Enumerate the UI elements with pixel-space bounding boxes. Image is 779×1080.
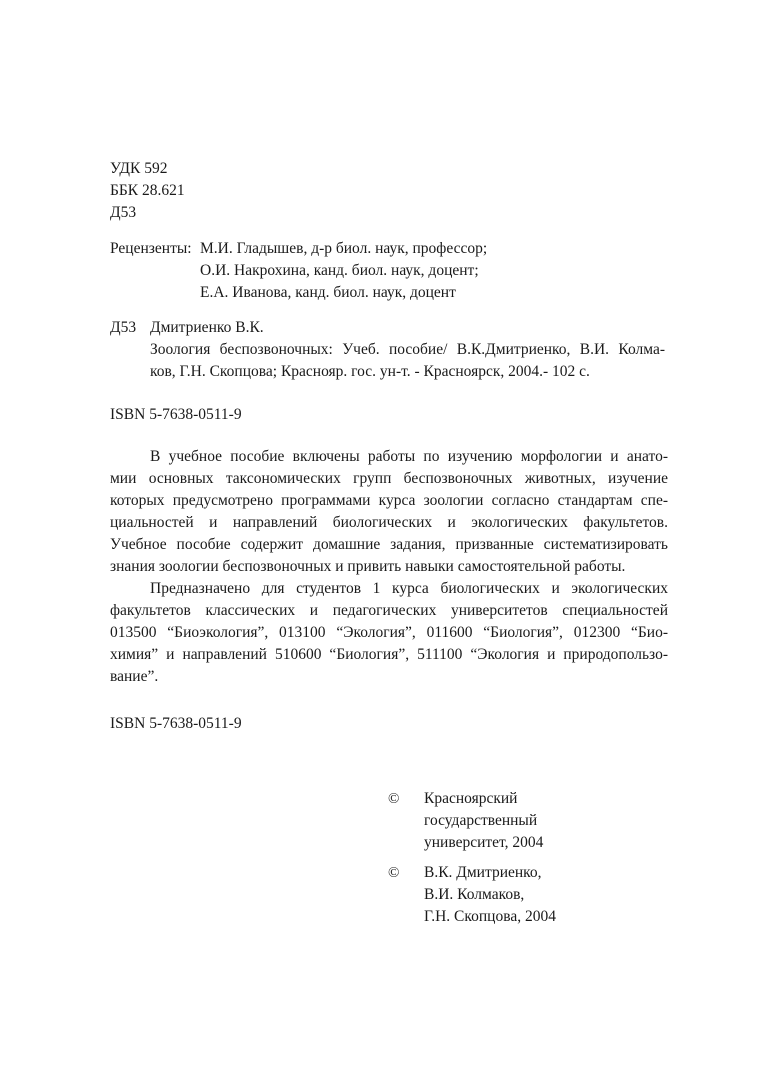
annotation-p1-line-3: которых предусмотрено программами курса зоологии согласно стандартам спе-	[110, 492, 668, 509]
copyright-authors-symbol: ©	[388, 865, 400, 881]
annotation-p2-line-2: факультетов классических и педагогических университетов специальностей	[110, 602, 668, 619]
copyright-university-line-2: государственный	[424, 812, 538, 829]
bibliographic-line-2: ков, Г.Н. Скопцова; Краснояр. гос. ун-т. - Красноярск, 2004.- 102 с.	[150, 363, 590, 380]
copyright-authors-line-2: В.И. Колмаков,	[424, 886, 525, 903]
annotation-p2-line-3: 013500 “Биоэкология”, 013100 “Экология”, 011600 “Биология”, 012300 “Био-	[110, 624, 668, 641]
annotation-p2-line-5: вание”.	[110, 668, 159, 685]
reviewer-3: Е.А. Иванова, канд. биол. наук, доцент	[200, 284, 456, 301]
annotation-p1-line-6: знания зоологии беспозвоночных и привить навыки самостоятельной работы.	[110, 558, 626, 575]
bbk-code: ББК 28.621	[110, 182, 185, 199]
udk-code: УДК 592	[110, 160, 168, 177]
copyright-authors-line-3: Г.Н. Скопцова, 2004	[424, 908, 556, 925]
annotation-p2-line-1: Предназначено для студентов 1 курса биологических и экологических	[150, 580, 668, 597]
bibliographic-line-1: Зоология беспозвоночных: Учеб. пособие/ В.К.Дмитриенко, В.И. Колма-	[150, 341, 665, 358]
annotation-p1-line-4: циальностей и направлений биологических и экологических факультетов.	[110, 514, 668, 531]
reviewers-label: Рецензенты:	[110, 240, 192, 257]
copyright-university-symbol: ©	[388, 791, 400, 807]
reviewer-1: М.И. Гладышев, д-р биол. наук, профессор;	[200, 240, 488, 257]
copyright-university-line-1: Красноярский	[424, 790, 518, 807]
author-mark-code: Д53	[110, 204, 137, 221]
copyright-university-line-3: университет, 2004	[424, 834, 544, 851]
bibliographic-code: Д53	[110, 319, 137, 336]
annotation-p2-line-4: химия” и направлений 510600 “Биология”, 511100 “Экология и природопользо-	[110, 646, 668, 663]
annotation-p1-line-2: мии основных таксономических групп беспозвоночных животных, изучение	[110, 470, 668, 487]
copyright-authors-line-1: В.К. Дмитриенко,	[424, 864, 542, 881]
bibliographic-author: Дмитриенко В.К.	[150, 319, 264, 336]
annotation-p1-line-5: Учебное пособие содержит домашние задания, призванные систематизировать	[110, 536, 668, 553]
isbn-bottom: ISBN 5-7638-0511-9	[110, 715, 242, 732]
annotation-p1-line-1: В учебное пособие включены работы по изучению морфологии и анато-	[150, 448, 668, 465]
reviewer-2: О.И. Накрохина, канд. биол. наук, доцент;	[200, 262, 479, 279]
isbn-top: ISBN 5-7638-0511-9	[110, 406, 242, 423]
